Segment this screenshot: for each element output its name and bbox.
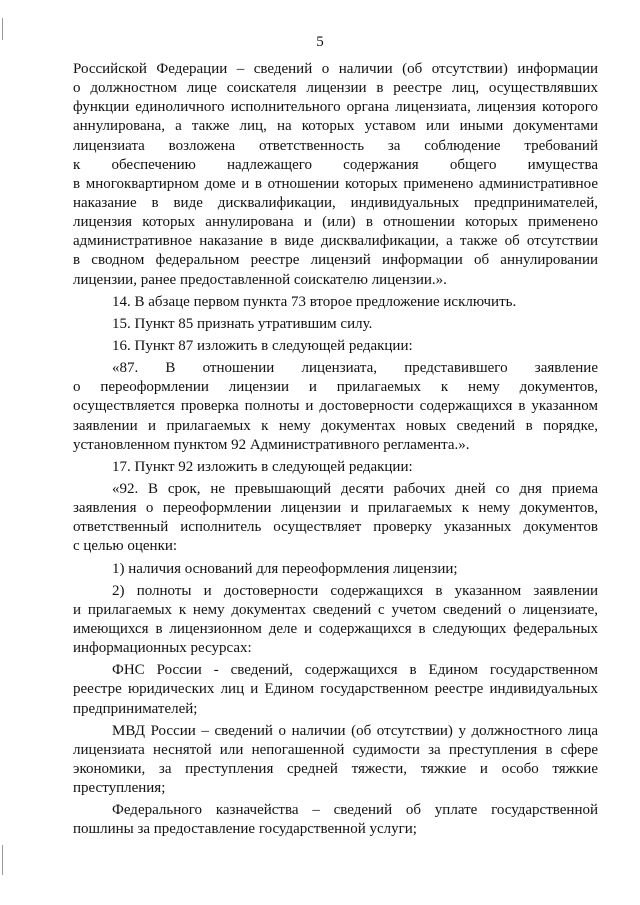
document-body: [73, 60, 598, 839]
text-line: функции единоличного исполнительного органа лицензиата, лицензия которого: [73, 99, 598, 116]
text-line: 2) полноты и достоверности содержащихся в указанном заявлении: [112, 582, 598, 599]
text-line: Федерального казначейства – сведений об уплате государственной: [112, 802, 598, 819]
text-line: ответственный исполнитель осуществляет проверку указанных документов: [73, 519, 598, 536]
text-line: экономики, за преступления средней тяжести, тяжкие и особо тяжкие: [73, 760, 598, 777]
text-line: 17. Пункт 92 изложить в следующей редакции:: [112, 458, 413, 475]
text-line: 16. Пункт 87 изложить в следующей редакции:: [112, 337, 413, 354]
text-line: о должностном лице соискателя лицензии в реестре лиц, осуществлявших: [73, 80, 598, 97]
text-line: МВД России – сведений о наличии (об отсутствии) у должностного лица: [112, 722, 598, 739]
text-line: в сводном федеральном реестре лицензий информации об аннулировании: [73, 252, 598, 269]
text-line: преступления;: [73, 780, 166, 797]
text-line: аннулирована, а также лиц, на которых уставом или иными документами: [73, 118, 598, 135]
text-line: в многоквартирном доме и в отношении которых применено административное: [73, 175, 598, 192]
text-line: заявления о переоформлении лицензии и прилагаемых к нему документов,: [73, 500, 598, 517]
text-line: лицензиата неснятой или непогашенной судимости за преступления в сфере: [73, 741, 598, 758]
text-line: о переоформлении лицензии и прилагаемых к нему документов,: [73, 379, 598, 396]
text-line: с целью оценки:: [73, 538, 178, 555]
text-line: осуществляется проверка полноты и достоверности содержащихся в указанном: [73, 398, 598, 415]
text-line: имеющихся в лицензионном деле и содержащихся в следующих федеральных: [73, 620, 598, 637]
text-line: пошлины за предоставление государственной услуги;: [73, 821, 417, 838]
page-number: 5: [316, 34, 324, 50]
text-line: 1) наличия оснований для переоформления лицензии;: [112, 560, 458, 577]
scan-edge-mark: [2, 845, 3, 875]
text-line: к обеспечению надлежащего содержания общего имущества: [73, 156, 598, 173]
text-line: установленном пунктом 92 Административного регламента.».: [73, 436, 470, 453]
text-line: предпринимателей;: [73, 700, 198, 717]
text-line: лицензиата возложена ответственность за соблюдение требований: [73, 137, 598, 154]
text-line: реестре юридических лиц и Едином государственном реестре индивидуальных: [73, 681, 598, 698]
text-line: ФНС России - сведений, содержащихся в Едином государственном: [112, 662, 598, 679]
text-line: лицензия которых аннулирована и (или) в отношении которых применено: [73, 214, 598, 231]
text-line: Российской Федерации – сведений о наличии (об отсутствии) информации: [73, 61, 598, 77]
text-line: наказание в виде дисквалификации, индивидуальных предпринимателей,: [73, 194, 598, 211]
text-line: информационных ресурсах:: [73, 640, 252, 657]
text-line: 14. В абзаце первом пункта 73 второе предложение исключить.: [112, 293, 517, 310]
text-line: 15. Пункт 85 признать утратившим силу.: [112, 315, 373, 332]
text-line: «87. В отношении лицензиата, представившего заявление: [112, 360, 598, 377]
text-line: «92. В срок, не превышающий десяти рабочих дней со дня приема: [112, 480, 598, 497]
text-line: заявлении и прилагаемых к нему документах новых сведений в порядке,: [73, 417, 598, 434]
text-line: административное наказание в виде дисквалификации, а также об отсутствии: [73, 233, 598, 250]
text-line: лицензии, ранее предоставленной соискателю лицензии.».: [73, 271, 447, 288]
text-line: и прилагаемых к нему документах сведений с учетом сведений о лицензиате,: [73, 601, 598, 618]
